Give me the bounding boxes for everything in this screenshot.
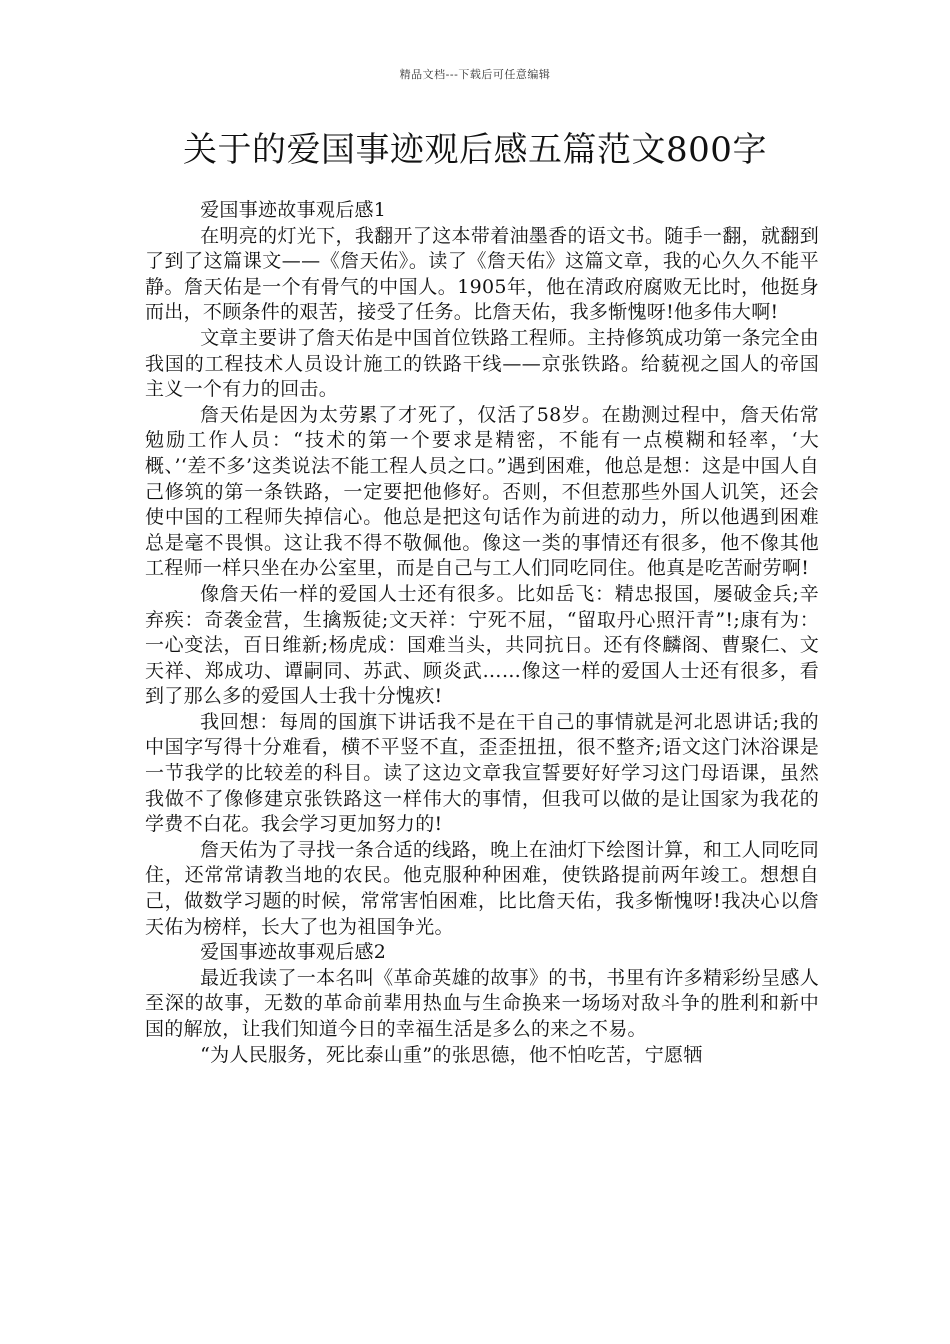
document-title: 关于的爱国事迹观后感五篇范文800字 [183,130,767,170]
paragraph: 文章主要讲了詹天佑是中国首位铁路工程师。主持修筑成功第一条完全由我国的工程技术人员设计施工的铁路干线——京张铁路。给藐视之国人的帝国主义一个有力的回击。 [145,326,819,401]
paragraph: 在明亮的灯光下，我翻开了这本带着油墨香的语文书。随手一翻，就翻到了到了这篇课文——《詹天佑》。读了《詹天佑》这篇文章，我的心久久不能平静。詹天佑是一个有骨气的中国人。1905年，他在清政府腐败无比时，他挺身而出，不顾条件的艰苦，接受了任务。比詹天佑，我多惭愧呀!他多伟大啊! [145,224,819,324]
header-note: 精品文档---下载后可任意编辑 [399,68,551,81]
paragraph: 詹天佑是因为太劳累了才死了，仅活了58岁。在勘测过程中，詹天佑常勉励工作人员：“技术的第一个要求是精密，不能有一点模糊和轻率，‘大概、’‘差不多’这类说法不能工程人员之口。”遇到困难，他总是想：这是中国人自己修筑的第一条铁路，一定要把他修好。否则，不但惹那些外国人讥笑，还会使中国的工程师失掉信心。他总是把这句话作为前进的动力，所以他遇到困难总是毫不畏惧。这让我不得不敬佩他。像这一类的事情还有很多，他不像其他工程师一样只坐在办公室里，而是自己与工人们同吃同住。他真是吃苦耐劳啊! [145,403,819,580]
section-heading: 爱国事迹故事观后感1 [200,199,387,221]
paragraph: 最近我读了一本名叫《革命英雄的故事》的书，书里有许多精彩纷呈感人至深的故事，无数的革命前辈用热血与生命换来一场场对敌斗争的胜利和新中国的解放，让我们知道今日的幸福生活是多么的来之不易。 [145,966,819,1040]
paragraph: 我回想：每周的国旗下讲话我不是在干自己的事情就是河北恩讲话;我的中国字写得十分难看，横不平竖不直，歪歪扭扭，很不整齐;语文这门沐浴课是一节我学的比较差的科目。读了这边文章我宣誓要好好学习这门母语课，虽然我做不了像修建京张铁路这一样伟大的事情，但我可以做的是让国家为我花的学费不白花。我会学习更加努力的! [145,710,819,836]
document-body [145,198,819,1068]
section-heading: 爱国事迹故事观后感2 [200,941,387,964]
paragraph: 像詹天佑一样的爱国人士还有很多。比如岳飞：精忠报国，屡破金兵;辛弃疾：奇袭金营，生擒叛徒;文天祥：宁死不屈，“留取丹心照汗青”!;康有为：一心变法，百日维新;杨虎成：国难当头，共同抗日。还有佟麟阁、曹聚仁、文天祥、郑成功、谭嗣同、苏武、顾炎武……像这一样的爱国人士还有很多，看到了那么多的爱国人士我十分愧疚! [145,582,819,708]
paragraph: “为人民服务，死比泰山重”的张思德，他不怕吃苦，宁愿牺 [200,1043,703,1066]
paragraph: 詹天佑为了寻找一条合适的线路，晚上在油灯下绘图计算，和工人同吃同住，还常常请教当地的农民。他克服种种困难，使铁路提前两年竣工。想想自己，做数学习题的时候，常常害怕困难，比比詹天佑，我多惭愧呀!我决心以詹天佑为榜样，长大了也为祖国争光。 [145,838,819,938]
